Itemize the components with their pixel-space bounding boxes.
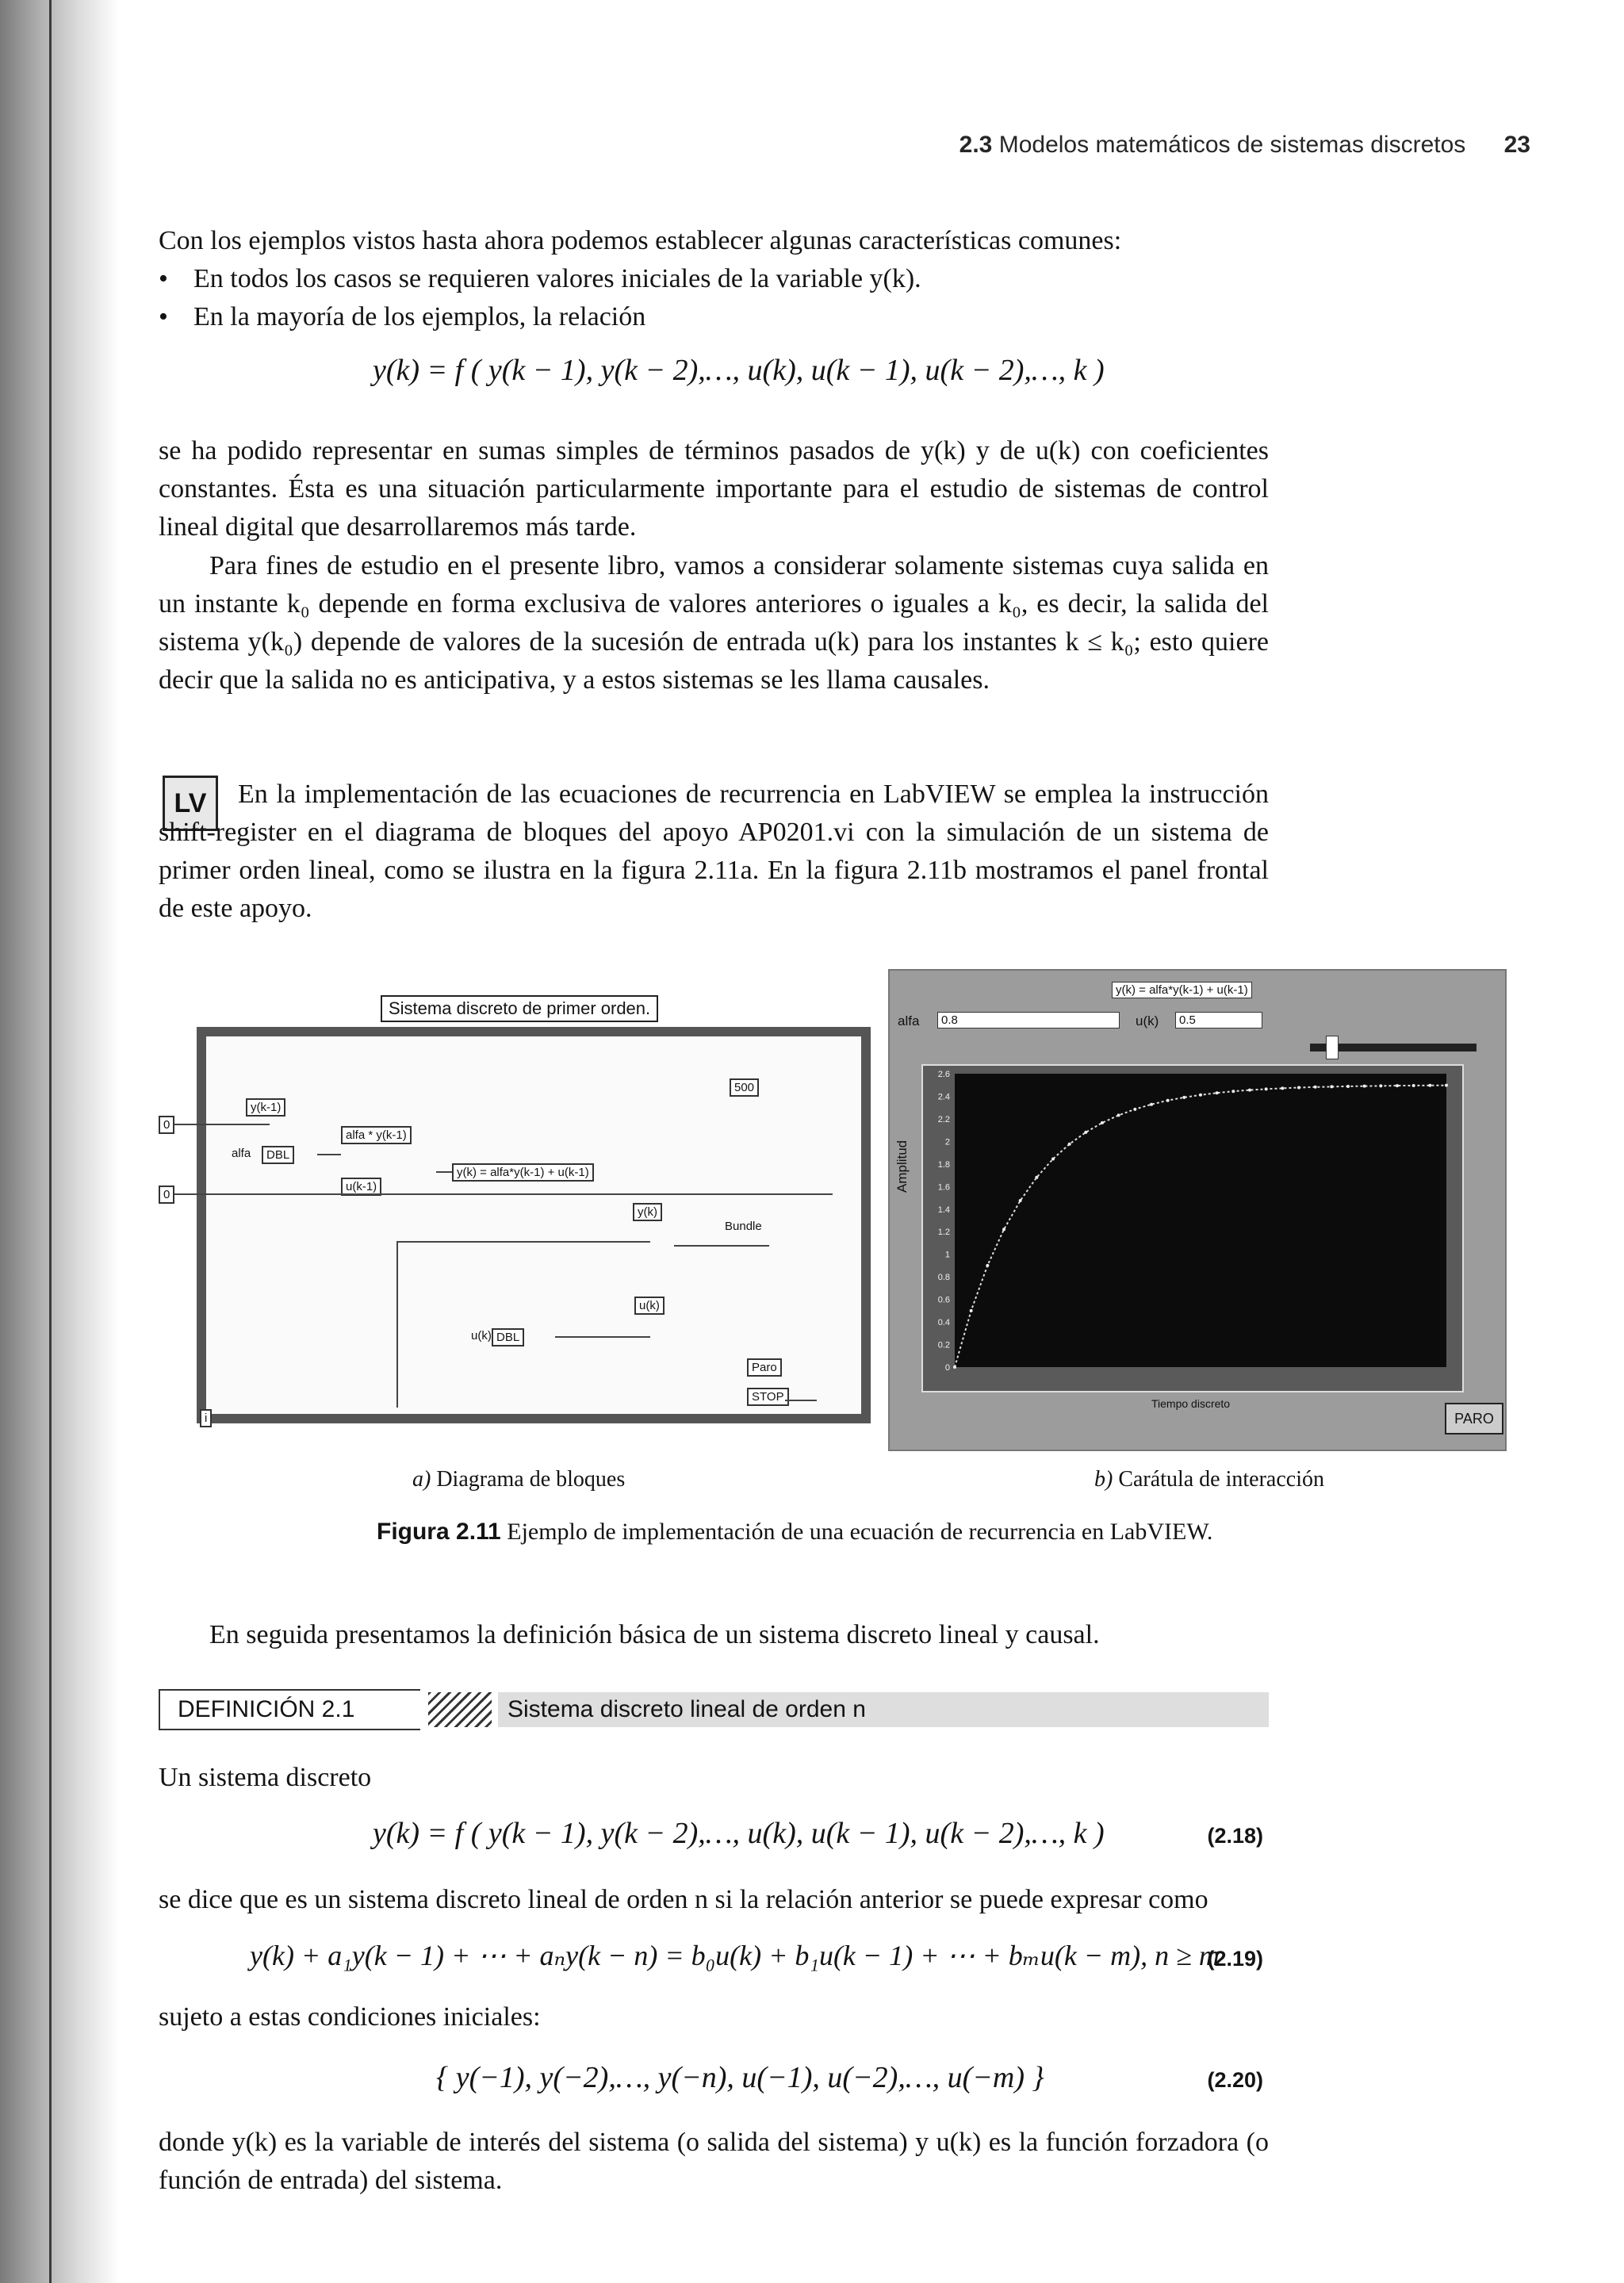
definition-text-1: se dice que es un sistema discreto lineal de orden n si la relación anterior se puede expresar como bbox=[159, 1885, 1208, 1914]
definition-intro: Un sistema discreto bbox=[159, 1763, 372, 1792]
equation-relation: y(k) = f ( y(k − 1), y(k − 2),…, u(k), u(k − 1), u(k − 2),…, k ) bbox=[373, 354, 1105, 387]
labview-icon: LV bbox=[163, 776, 218, 831]
waveform-chart bbox=[921, 1064, 1464, 1392]
data-point bbox=[1330, 1085, 1333, 1088]
bullet-item-1: • En todos los casos se requieren valores iniciales de la variable y(k). bbox=[159, 264, 921, 293]
y-tick-label: 1.2 bbox=[937, 1228, 950, 1238]
equation-2-20: { y(−1), y(−2),…, y(−n), u(−1), u(−2),…, u(−m) } bbox=[436, 2061, 1044, 2094]
node-yk1: y(k-1) bbox=[246, 1098, 285, 1117]
data-point bbox=[1002, 1228, 1005, 1231]
y-tick-label: 2.6 bbox=[937, 1070, 950, 1079]
paragraph-labview: En la implementación de las ecuaciones de recurrencia en LabVIEW se emplea la instrucción shift-register en el diagrama de bloques del apoyo AP0201.vi con la simulación de un sistema de primer orden lineal, como se ilustra en la figura 2.11a. En la figura 2.11b mostramos el panel frontal de este apoyo. bbox=[159, 780, 1269, 923]
data-point bbox=[1428, 1084, 1431, 1087]
data-point bbox=[1379, 1084, 1382, 1087]
equation-2-19: y(k) + a₁y(k − 1) + ⋯ + aₙy(k − n) = b₀u(k) + b₁u(k − 1) + ⋯ + bₘu(k − m), n ≥ m bbox=[250, 1940, 1220, 1971]
data-point bbox=[1019, 1199, 1022, 1202]
data-point bbox=[1248, 1089, 1251, 1092]
y-tick-label: 0.6 bbox=[937, 1295, 950, 1305]
wire bbox=[555, 1336, 650, 1338]
wire bbox=[174, 1124, 270, 1125]
data-point bbox=[1084, 1131, 1087, 1134]
data-point bbox=[1231, 1090, 1235, 1093]
data-point bbox=[1396, 1084, 1399, 1087]
equation-number-2-18: (2.18) bbox=[1207, 1824, 1263, 1848]
data-point bbox=[1346, 1085, 1350, 1088]
alfa-control-label: alfa bbox=[898, 1013, 920, 1028]
equation-2-18: y(k) = f ( y(k − 1), y(k − 2),…, u(k), u(k − 1), u(k − 2),…, k ) bbox=[373, 1817, 1105, 1850]
uk-control-label: u(k) bbox=[1136, 1013, 1159, 1028]
y-tick-label: 0.8 bbox=[937, 1273, 950, 1283]
data-point bbox=[953, 1366, 956, 1369]
definition-text-3: donde y(k) es la variable de interés del sistema (o salida del sistema) y u(k) es la función forzadora (o función de entrada) del sistema. bbox=[159, 2128, 1269, 2195]
data-point bbox=[1281, 1086, 1284, 1090]
stop-button[interactable]: PARO bbox=[1445, 1403, 1503, 1435]
page-number: 23 bbox=[1503, 132, 1530, 158]
panel-title: y(k) = alfa*y(k-1) + u(k-1) bbox=[1112, 982, 1252, 998]
node-uk1: u(k-1) bbox=[341, 1178, 381, 1196]
figure-caption: Figura 2.11 Ejemplo de implementación de una ecuación de recurrencia en LabVIEW. bbox=[377, 1519, 1213, 1545]
y-tick-label: 2.4 bbox=[937, 1092, 950, 1102]
data-point bbox=[1412, 1084, 1415, 1087]
y-tick-label: 1.6 bbox=[937, 1182, 950, 1193]
y-tick-label: 2.2 bbox=[937, 1114, 950, 1124]
alfa-control: DBL bbox=[262, 1146, 294, 1164]
paragraph-1: se ha podido representar en sumas simples de términos pasados de y(k) y de u(k) con coeficientes constantes. Ésta es una situación particularmente importante para el estudio de sistemas de control lineal digital que desarrollaremos más tarde. bbox=[159, 436, 1269, 542]
y-tick-label: 1.4 bbox=[937, 1205, 950, 1215]
y-tick-label: 0.4 bbox=[937, 1318, 950, 1328]
data-point bbox=[1199, 1094, 1202, 1097]
section-title: Modelos matemáticos de sistemas discretos bbox=[998, 132, 1466, 158]
chart-svg bbox=[923, 1066, 1462, 1391]
definition-hatch bbox=[428, 1692, 492, 1727]
wire bbox=[317, 1154, 341, 1155]
paragraph-2: Para fines de estudio en el presente libro, vamos a considerar solamente sistemas cuya salida en un instante k₀ depende en forma exclusiva de valores anteriores o iguales a k₀, es decir, la salida del sistema y(k₀) depende de valores de la sucesión de entrada u(k) para los instantes k ≤ k₀; esto quiere decir que la salida no es anticipativa, y a estos sistemas se les llama causales. bbox=[159, 551, 1269, 695]
stop-terminal: STOP bbox=[747, 1388, 789, 1406]
indicator-uk: u(k) bbox=[634, 1297, 665, 1315]
y-tick-label: 2 bbox=[944, 1137, 950, 1147]
data-point bbox=[1216, 1091, 1219, 1094]
definition-title: Sistema discreto lineal de orden n bbox=[498, 1692, 1269, 1727]
data-point bbox=[1297, 1086, 1300, 1090]
node-alfa-product: alfa * y(k-1) bbox=[341, 1126, 412, 1144]
data-point bbox=[986, 1264, 989, 1267]
block-diagram bbox=[159, 995, 872, 1447]
equation-number-2-20: (2.20) bbox=[1207, 2068, 1263, 2092]
equation-number-2-19: (2.19) bbox=[1207, 1947, 1263, 1971]
definition-text-2: sujeto a estas condiciones iniciales: bbox=[159, 2002, 541, 2032]
wire bbox=[674, 1245, 769, 1247]
uk-label: u(k) bbox=[471, 1329, 492, 1343]
wire bbox=[174, 1193, 833, 1195]
paro-label: Paro bbox=[747, 1358, 782, 1377]
caption-a: a) Diagrama de bloques bbox=[412, 1467, 626, 1492]
uk-control: DBL bbox=[492, 1328, 524, 1346]
indicator-yk: y(k) bbox=[633, 1203, 662, 1221]
slider-thumb[interactable] bbox=[1326, 1036, 1339, 1059]
node-formula: y(k) = alfa*y(k-1) + u(k-1) bbox=[452, 1163, 594, 1182]
wait-constant: 500 bbox=[730, 1078, 759, 1097]
data-point bbox=[1133, 1108, 1136, 1111]
data-point bbox=[1445, 1084, 1448, 1087]
data-point bbox=[1150, 1103, 1153, 1106]
data-point bbox=[1101, 1121, 1104, 1124]
paragraph-3: En seguida presentamos la definición básica de un sistema discreto lineal y causal. bbox=[209, 1620, 1100, 1649]
section-number: 2.3 bbox=[959, 132, 993, 158]
diagram-frame-label: Sistema discreto de primer orden. bbox=[381, 995, 658, 1022]
data-point bbox=[970, 1309, 973, 1312]
y-tick-label: 0 bbox=[944, 1363, 950, 1373]
data-point bbox=[1265, 1087, 1268, 1090]
binding-edge bbox=[49, 0, 52, 2283]
constant-zero-top: 0 bbox=[159, 1116, 174, 1134]
caption-b: b) Carátula de interacción bbox=[1094, 1467, 1324, 1492]
plot-area bbox=[955, 1074, 1446, 1367]
wire bbox=[396, 1241, 398, 1408]
definition-tag: DEFINICIÓN 2.1 bbox=[159, 1689, 420, 1730]
data-point bbox=[1035, 1176, 1038, 1179]
iteration-terminal: i bbox=[200, 1409, 212, 1427]
data-point bbox=[1314, 1086, 1317, 1089]
y-axis-label: Amplitud bbox=[894, 1140, 910, 1193]
uk-input[interactable]: 0.5 bbox=[1175, 1012, 1262, 1028]
front-panel bbox=[888, 969, 1507, 1451]
y-tick-label: 1 bbox=[944, 1250, 950, 1260]
page-binding-shadow bbox=[0, 0, 119, 2283]
bundle-label: Bundle bbox=[725, 1220, 762, 1233]
alfa-label: alfa bbox=[232, 1147, 251, 1160]
data-point bbox=[1068, 1143, 1071, 1146]
wire bbox=[436, 1171, 452, 1173]
data-point bbox=[1117, 1113, 1120, 1117]
bullet-item-2: • En la mayoría de los ejemplos, la relación bbox=[159, 302, 646, 331]
definition-header bbox=[159, 1689, 1269, 1730]
data-point bbox=[1182, 1096, 1185, 1099]
x-axis-label: Tiempo discreto bbox=[1151, 1397, 1231, 1410]
data-point bbox=[1363, 1085, 1366, 1088]
y-tick-label: 0.2 bbox=[937, 1340, 950, 1350]
constant-zero-mid: 0 bbox=[159, 1186, 174, 1204]
y-tick-label: 1.8 bbox=[937, 1159, 950, 1170]
data-point bbox=[1166, 1099, 1170, 1102]
wire bbox=[396, 1241, 650, 1243]
alfa-input[interactable]: 0.8 bbox=[937, 1012, 1120, 1028]
wire bbox=[785, 1400, 817, 1401]
running-head bbox=[841, 132, 1530, 159]
intro-paragraph: Con los ejemplos vistos hasta ahora podemos establecer algunas características comunes: bbox=[159, 226, 1122, 255]
data-point bbox=[1051, 1157, 1055, 1160]
